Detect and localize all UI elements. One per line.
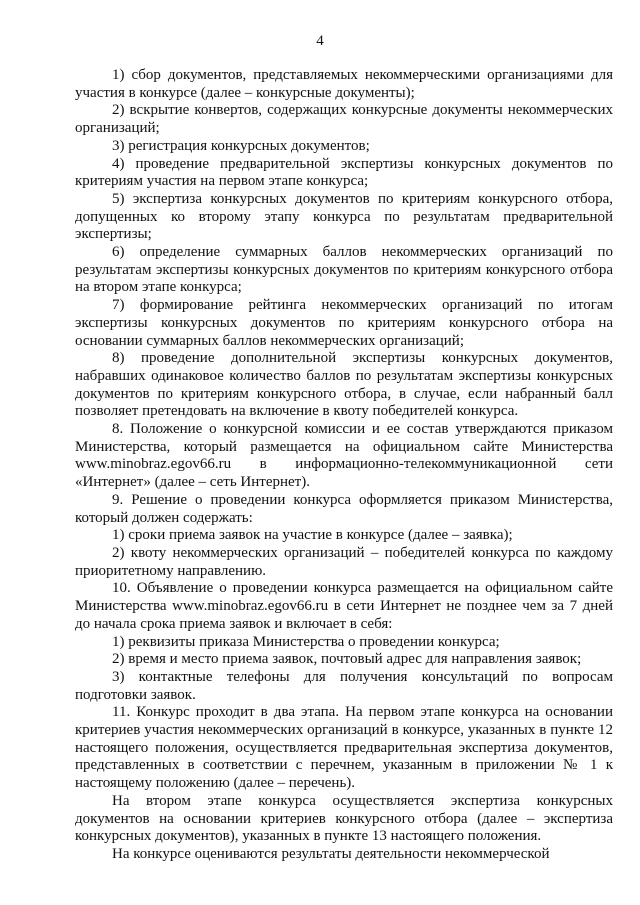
paragraph: 9. Решение о проведении конкурса оформляется приказом Министерства, который должен содержать: xyxy=(75,491,613,526)
paragraph: 10. Объявление о проведении конкурса размещается на официальном сайте Министерства www.minobraz.egov66.ru в сети Интернет не позднее чем за 7 дней до начала срока приема заявок и включает в себя: xyxy=(75,580,613,632)
paragraph: 5) экспертиза конкурсных документов по критериям конкурсного отбора, допущенных ко второму этапу конкурса по результатам предварительной экспертизы; xyxy=(75,190,613,243)
document-body xyxy=(75,67,613,864)
paragraph: На втором этапе конкурса осуществляется экспертиза конкурсных документов на основании критериев конкурсного отбора (далее – экспертиза конкурсных документов), указанных в пункте 13 настоящего положения. xyxy=(75,792,613,845)
paragraph: 1) сбор документов, представляемых некоммерческими организациями для участия в конкурсе (далее – конкурсные документы); xyxy=(75,67,613,101)
paragraph: 1) сроки приема заявок на участие в конкурсе (далее – заявка); xyxy=(112,527,513,544)
paragraph: 1) реквизиты приказа Министерства о проведении конкурса; xyxy=(112,633,500,650)
paragraph: 3) регистрация конкурсных документов; xyxy=(112,137,370,154)
paragraph: 3) контактные телефоны для получения консультаций по вопросам подготовки заявок. xyxy=(75,668,613,703)
paragraph: 8. Положение о конкурсной комиссии и ее состав утверждаются приказом Министерства, который размещается на официальном сайте Министерства www.minobraz.egov66.ru в информационно-телекоммуникационной сети «Интернет» (далее – сеть Интернет). xyxy=(75,421,613,491)
paragraph: 2) вскрытие конвертов, содержащих конкурсные документы некоммерческих организаций; xyxy=(75,102,613,137)
paragraph: 6) определение суммарных баллов некоммерческих организаций по результатам экспертизы конкурсных документов по критериям конкурсного отбора на втором этапе конкурса; xyxy=(75,244,613,296)
paragraph: 11. Конкурс проходит в два этапа. На первом этапе конкурса на основании критериев участия некоммерческих организаций в конкурсе, указанных в пункте 12 настоящего положения, осуществляется предварительная экспертиза документов, представленных в соответствии с перечнем, указанным в приложении № 1 к настоящему положению (далее – перечень). xyxy=(75,704,613,792)
paragraph: 4) проведение предварительной экспертизы конкурсных документов по критериям участия на первом этапе конкурса; xyxy=(75,155,613,190)
paragraph: 2) квоту некоммерческих организаций – победителей конкурса по каждому приоритетному направлению. xyxy=(75,544,613,579)
paragraph: На конкурсе оцениваются результаты деятельности некоммерческой xyxy=(112,845,550,862)
page-number: 4 xyxy=(316,33,324,49)
paragraph: 8) проведение дополнительной экспертизы конкурсных документов, набравших одинаковое количество баллов по результатам экспертизы конкурсных документов по критериям конкурсного отбора, в случае, если набранный балл позволяет претендовать на включение в квоту победителей конкурса. xyxy=(75,350,613,420)
paragraph: 7) формирование рейтинга некоммерческих организаций по итогам экспертизы конкурсных документов по критериям конкурсного отбора на основании суммарных баллов некоммерческих организаций; xyxy=(75,297,613,349)
paragraph: 2) время и место приема заявок, почтовый адрес для направления заявок; xyxy=(112,651,582,668)
